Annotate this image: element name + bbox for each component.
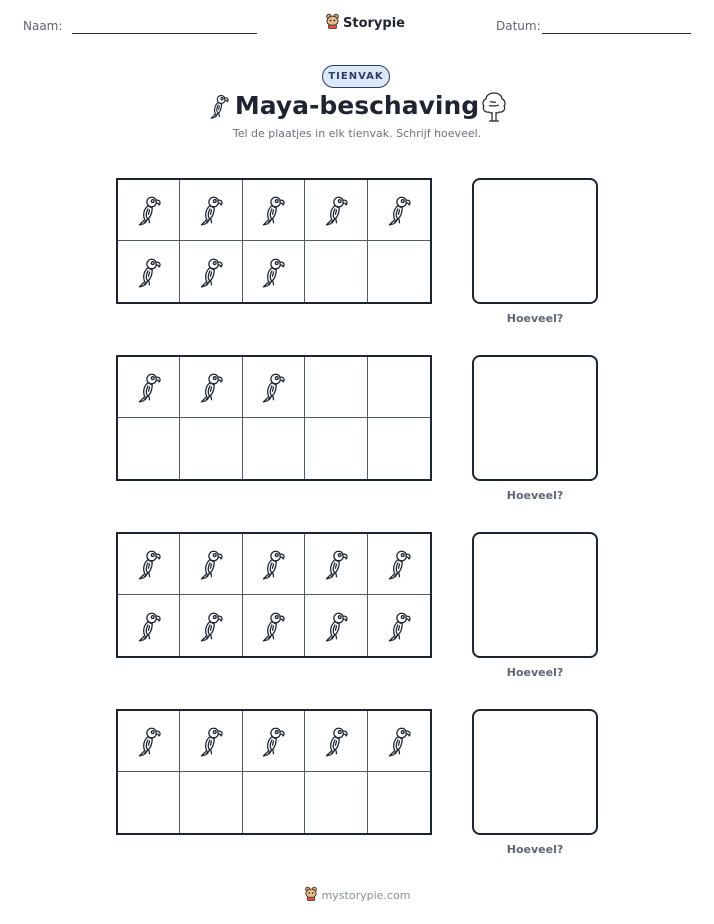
ten-frame-cell (305, 534, 367, 595)
parrot-icon (194, 366, 228, 408)
parrot-icon (194, 189, 228, 231)
parrot-icon (319, 720, 353, 762)
answer-label-1: Hoeveel? (506, 312, 564, 325)
footer-url: mystorypie.com (321, 888, 411, 902)
parrot-icon (382, 189, 416, 231)
ten-frame-cell (180, 241, 242, 302)
ten-frame-cell (305, 772, 367, 833)
ten-frame-cell (118, 180, 180, 241)
parrot-icon (256, 251, 290, 293)
parrot-icon (194, 543, 228, 585)
ten-frame-cell (243, 241, 305, 302)
parrot-icon (256, 366, 290, 408)
storypie-mascot-icon (325, 13, 340, 33)
ten-frame-cell (118, 595, 180, 656)
parrot-icon (382, 720, 416, 762)
ten-frame-cell (180, 534, 242, 595)
parrot-icon (132, 251, 166, 293)
ten-frame-cell (118, 357, 180, 418)
parrot-icon (256, 605, 290, 647)
date-label: Datum: (496, 19, 541, 33)
ten-frame-cell (180, 357, 242, 418)
answer-label-4: Hoeveel? (506, 843, 564, 856)
ten-frame-cell (243, 357, 305, 418)
ten-frame-cell (305, 418, 367, 479)
ten-frame-cell (368, 180, 430, 241)
ten-frame-cell (180, 180, 242, 241)
answer-box-4[interactable] (472, 709, 598, 835)
parrot-icon (382, 605, 416, 647)
ten-frame-cell (305, 241, 367, 302)
instructions: Tel de plaatjes in elk tienvak. Schrijf hoeveel. (232, 127, 482, 140)
ten-frame-cell (243, 772, 305, 833)
answer-box-1[interactable] (472, 178, 598, 304)
ten-frame-cell (305, 595, 367, 656)
answer-label-2: Hoeveel? (506, 489, 564, 502)
ten-frame-cell (305, 711, 367, 772)
ten-frame-cell (368, 772, 430, 833)
ten-frame-cell (368, 711, 430, 772)
ten-frame-cell (180, 772, 242, 833)
page-title: Maya-beschaving (234, 91, 480, 120)
ten-frame-cell (368, 595, 430, 656)
ten-frame-cell (305, 357, 367, 418)
parrot-icon (256, 189, 290, 231)
answer-label-3: Hoeveel? (506, 666, 564, 679)
ten-frame-cell (118, 534, 180, 595)
parrot-icon (382, 543, 416, 585)
ten-frame-cell (243, 595, 305, 656)
parrot-icon (319, 605, 353, 647)
ten-frame-cell (180, 418, 242, 479)
ten-frame-cell (243, 711, 305, 772)
parrot-icon (132, 543, 166, 585)
ten-frame-cell (243, 180, 305, 241)
parrot-icon (194, 605, 228, 647)
parrot-icon (319, 543, 353, 585)
ten-frame-cell (180, 711, 242, 772)
date-line[interactable] (542, 33, 691, 34)
parrot-icon (132, 189, 166, 231)
ten-frame-cell (368, 534, 430, 595)
parrot-icon (319, 189, 353, 231)
answer-box-3[interactable] (472, 532, 598, 658)
parrot-icon (256, 720, 290, 762)
ten-frame-4 (116, 709, 432, 835)
ten-frame-cell (118, 418, 180, 479)
ten-frame-cell (243, 418, 305, 479)
name-label: Naam: (23, 19, 63, 33)
answer-box-2[interactable] (472, 355, 598, 481)
ten-frame-2 (116, 355, 432, 481)
parrot-icon (256, 543, 290, 585)
ten-frame-cell (118, 772, 180, 833)
brand-name: Storypie (343, 15, 405, 31)
brand-logo (325, 13, 405, 33)
ten-frame-cell (368, 357, 430, 418)
ten-frame-cell (368, 241, 430, 302)
ten-frame-cell (118, 241, 180, 302)
footer (0, 886, 714, 904)
parrot-icon (132, 605, 166, 647)
ten-frame-cell (118, 711, 180, 772)
parrot-icon (132, 720, 166, 762)
ten-frame-3 (116, 532, 432, 658)
tree-icon (480, 90, 508, 128)
parrot-icon (194, 720, 228, 762)
parrot-icon (132, 366, 166, 408)
ten-frame-cell (368, 418, 430, 479)
ten-frame-cell (180, 595, 242, 656)
ten-frame-1 (116, 178, 432, 304)
ten-frame-cell (305, 180, 367, 241)
name-line[interactable] (72, 33, 257, 34)
worksheet-type-badge: TIENVAK (322, 65, 390, 88)
ten-frame-cell (243, 534, 305, 595)
storypie-mascot-icon (304, 886, 318, 904)
parrot-icon (194, 251, 228, 293)
